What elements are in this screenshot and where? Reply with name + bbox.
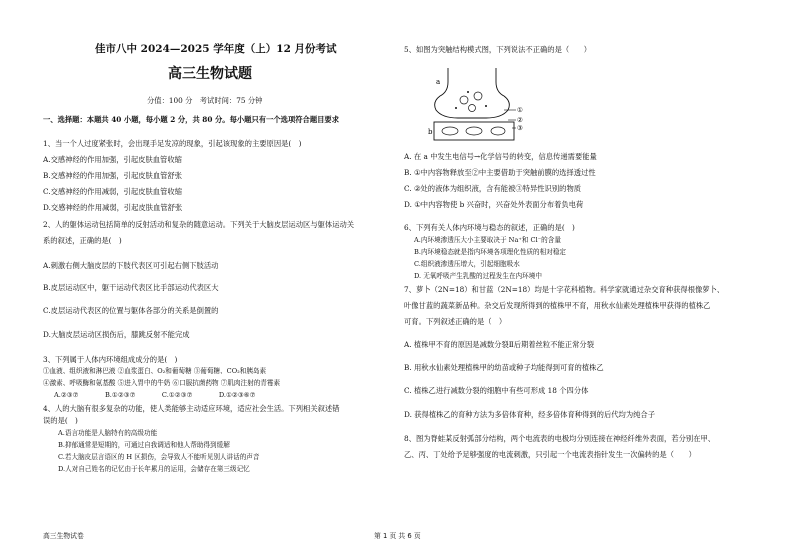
q1-option-b: B.交感神经的作用加强，引起皮肤血管舒张 bbox=[43, 171, 183, 180]
q7-option-c: C. 植株乙进行减数分裂的细胞中有些可形成 18 个四分体 bbox=[404, 386, 589, 395]
q5-option-b: B. ①中内容物释放至②中主要借助于突触前膜的选择透过性 bbox=[404, 168, 596, 177]
page-number: 第 1 页 共 6 页 bbox=[374, 532, 421, 540]
synaptic-vesicle bbox=[460, 96, 468, 104]
q7-option-d: D. 获得植株乙的育种方法为多倍体育种，经多倍体育种得到的后代均为纯合子 bbox=[404, 410, 656, 419]
q5-option-c: C. ②处的液体为组织液，含有能被③特异性识别的物质 bbox=[404, 184, 582, 193]
synaptic-vesicle bbox=[469, 105, 476, 112]
organelle bbox=[442, 127, 458, 135]
q4-option-d: D.人对自己姓名的记忆由于长年累月的运用，会储存在第三级记忆 bbox=[58, 465, 250, 473]
presynaptic-terminal bbox=[435, 68, 510, 118]
label-1: ① bbox=[517, 106, 523, 114]
q2-stem-line2: 系的叙述，正确的是( ) bbox=[43, 236, 122, 245]
q4-option-c: C.若大脑皮层言语区的 H 区损伤，会导致人不能听见别人讲话的声音 bbox=[58, 453, 260, 461]
synapse-diagram bbox=[428, 62, 524, 146]
transmitter-dot bbox=[455, 107, 457, 109]
label-2: ② bbox=[517, 116, 523, 124]
q7-stem-line3: 可育。下列叙述正确的是（ ） bbox=[404, 317, 507, 326]
q3-line2: ④激素、呼吸酶和氨基酸 ⑤进入胃中的牛奶 ⑥口服抗菌药物 ⑦肌肉注射的青霉素 bbox=[43, 379, 281, 387]
q3-stem: 3、下列属于人体内环境组成成分的是( ) bbox=[43, 355, 178, 364]
footer-left: 高三生物试卷 bbox=[43, 532, 84, 540]
q1-option-c: C.交感神经的作用减弱，引起皮肤血管收缩 bbox=[43, 187, 182, 196]
q2-stem-line1: 2、人的躯体运动包括简单的反射活动和复杂的随意运动。下列关于大脑皮层运动区与躯体运动关 bbox=[43, 220, 355, 229]
q4-stem-line2: 误的是( ) bbox=[43, 416, 78, 425]
q6-option-c: C.组织液渗透压增大，引起细胞吸水 bbox=[414, 260, 520, 268]
q1-stem: 1、当一个人过度紧张时，会出现手足发凉的现象，引起该现象的主要原因是( ) bbox=[43, 139, 302, 148]
transmitter-dot bbox=[467, 91, 469, 93]
q5-option-a: A. 在 a 中发生电信号→化学信号的转变，信息传递需要能量 bbox=[404, 152, 597, 161]
q7-option-b: B. 用秋水仙素处理植株甲的幼苗或种子均能得到可育的植株乙 bbox=[404, 363, 604, 372]
q3-options: A.②③⑦ B.①②③⑦ C.①②③⑦ D.①②③⑥⑦ bbox=[54, 391, 256, 399]
q8-stem-line2: 乙、丙、丁处给予足够强度的电流刺激，只引起一个电流表指针发生一次偏转的是（ ） bbox=[404, 450, 696, 459]
transmitter-dot bbox=[485, 105, 487, 107]
postsynaptic-membrane bbox=[434, 122, 514, 140]
synaptic-vesicle bbox=[474, 92, 482, 100]
q2-option-c: C.皮层运动代表区的位置与躯体各部分的关系是倒置的 bbox=[43, 306, 219, 315]
label-a: a bbox=[436, 78, 441, 86]
label-3: ③ bbox=[517, 124, 523, 132]
organelle bbox=[491, 127, 505, 135]
q7-stem-line1: 7、萝卜（2N=18）和甘蓝（2N=18）均是十字花科植物。科学家就通过杂交育种获得根像萝卜、 bbox=[404, 285, 725, 294]
q6-option-b: B.内环境稳态就是指内环境各项理化性质的相对稳定 bbox=[414, 248, 567, 256]
q8-stem-line1: 8、图为脊蛙某反射弧部分结构，两个电流表的电极均分别连接在神经纤维外表面，若分别在甲、 bbox=[404, 434, 716, 443]
q4-option-a: A.语言功能是人脑特有的高级功能 bbox=[58, 429, 158, 437]
q2-option-b: B.皮层运动区中，躯干运动代表区比手部运动代表区大 bbox=[43, 283, 219, 292]
q6-stem: 6、下列有关人体内环境与稳态的叙述，正确的是( ) bbox=[404, 223, 575, 232]
q7-stem-line2: 叶像甘蓝的蔬菜新品种。杂交后发现所得到的植株甲不育，用秋水仙素处理植株甲获得的植株乙 bbox=[404, 301, 711, 310]
section-heading: 一、选择题：本题共 40 小题，每小题 2 分，共 80 分。每小题只有一个选项符合题目要求 bbox=[43, 115, 340, 124]
q4-stem-line1: 4、人的大脑有很多复杂的功能，使人类能够主动适应环境，适应社会生活。下列相关叙述错 bbox=[43, 404, 340, 413]
label-b: b bbox=[428, 128, 433, 136]
q3-line1: ①血液、组织液和淋巴液 ②血浆蛋白、O₂和葡萄糖 ③葡萄糖、CO₂和胰岛素 bbox=[43, 367, 267, 375]
q6-option-a: A.内环境渗透压大小主要取决于 Na⁺和 Cl⁻的含量 bbox=[414, 236, 561, 244]
exam-title: 佳市八中 2024—2025 学年度（上）12 月份考试 bbox=[95, 43, 337, 55]
q1-option-d: D.交感神经的作用减弱，引起皮肤血管舒张 bbox=[43, 203, 183, 212]
q6-option-d: D. 无氧呼吸产生乳酸的过程发生在内环境中 bbox=[414, 272, 542, 280]
q2-option-a: A.刺激右侧大脑皮层的下肢代表区可引起右侧下肢活动 bbox=[43, 261, 219, 270]
q7-option-a: A. 植株甲不育的原因是减数分裂Ⅱ后期着丝粒不能正常分裂 bbox=[404, 340, 594, 349]
q2-option-d: D.大脑皮层运动区损伤后，膝跳反射不能完成 bbox=[43, 330, 190, 339]
exam-meta: 分值：100 分 考试时间：75 分钟 bbox=[147, 96, 263, 105]
q5-stem: 5、如图为突触结构模式图，下列说法不正确的是（ ） bbox=[404, 45, 592, 54]
q4-option-b: B.抑郁通常是短期的，可通过自我调适和他人帮助得到缓解 bbox=[58, 441, 230, 449]
q5-option-d: D. ①中内容物使 b 兴奋时，兴奋处外表面分布着负电荷 bbox=[404, 200, 584, 209]
organelle bbox=[466, 127, 482, 135]
q1-option-a: A.交感神经的作用加强，引起皮肤血管收缩 bbox=[43, 155, 182, 164]
subject-title: 高三生物试题 bbox=[168, 66, 252, 82]
